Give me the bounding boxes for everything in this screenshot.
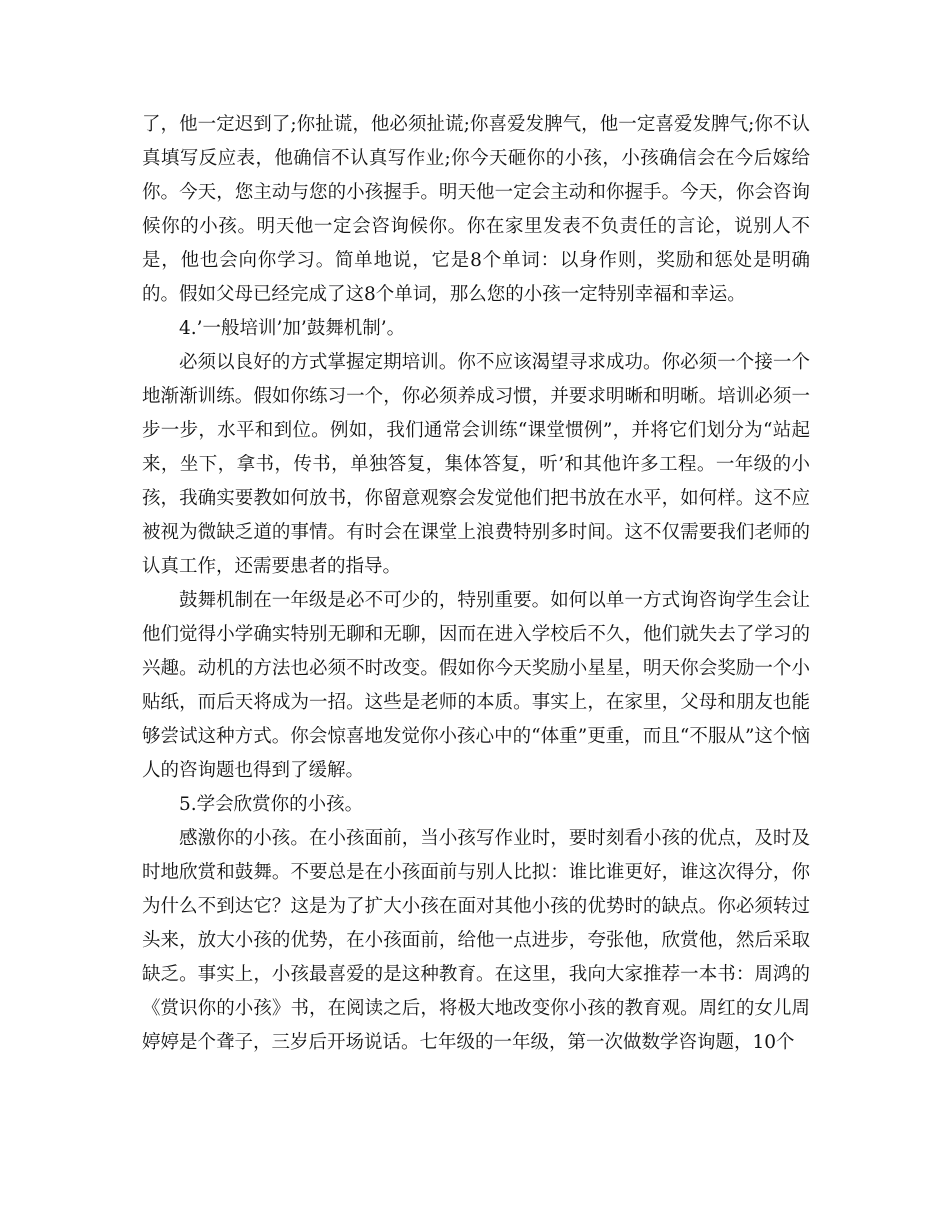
paragraph-training: 必须以良好的方式掌握定期培训。你不应该渴望寻求成功。你必须一个接一个地渐渐训练。假如你练习一个，你必须养成习惯，并要求明晰和明晰。培训必须一步一步，水平和到位。例如，我们通常会训练“课堂惯例”，并将它们划分为“站起来，坐下，拿书，传书，单独答复，集体答复，听’和其他许多工程。一年级的小孩，我确实要教如何放书，你留意观察会发觉他们把书放在水平，如何样。这不应被视为微缺乏道的事情。有时会在课堂上浪费特别多时间。这不仅需要我们老师的认真工作，还需要患者的指导。 [142, 352, 810, 577]
section-heading-4: 4.’一般培训’加’鼓舞机制’。 [179, 318, 406, 339]
paragraph-motivation: 鼓舞机制在一年级是必不可少的，特别重要。如何以单一方式询咨询学生会让他们觉得小学确实特别无聊和无聊，因而在进入学校后不久，他们就失去了学习的兴趣。动机的方法也必须不时改变。假如你今天奖励小星星，明天你会奖励一个小贴纸，而后天将成为一招。这些是老师的本质。事实上，在家里，父母和朋友也能够尝试这种方式。你会惊喜地发觉你小孩心中的“体重”更重，而且“不服从”这个恼人的咨询题也得到了缓解。 [142, 590, 810, 781]
document-page [142, 108, 810, 1060]
section-heading-5: 5.学会欣赏你的小孩。 [179, 794, 364, 815]
paragraph-appreciation: 感激你的小孩。在小孩面前，当小孩写作业时，要时刻看小孩的优点，及时及时地欣赏和鼓舞。不要总是在小孩面前与别人比拟：谁比谁更好，谁这次得分，你为什么不到达它？这是为了扩大小孩在面对其他小孩的优势时的缺点。你必须转过头来，放大小孩的优势，在小孩面前，给他一点进步，夸张他，欣赏他，然后采取缺乏。事实上，小孩最喜爱的是这种教育。在这里，我向大家推荐一本书：周鸿的《赏识你的小孩》书，在阅读之后，将极大地改变你小孩的教育观。周红的女儿周婷婷是个聋子，三岁后开场说话。七年级的一年级，第一次做数学咨询题，10个 [142, 828, 810, 1053]
paragraph-continuation: 了，他一定迟到了;你扯谎，他必须扯谎;你喜爱发脾气，他一定喜爱发脾气;你不认真填写反应表，他确信不认真写作业;你今天砸你的小孩，小孩确信会在今后嫁给你。今天，您主动与您的小孩握手。明天他一定会主动和你握手。今天，你会咨询候你的小孩。明天他一定会咨询候你。你在家里发表不负责任的言论，说别人不是，他也会向你学习。简单地说，它是8个单词：以身作则，奖励和惩处是明确的。假如父母已经完成了这8个单词，那么您的小孩一定特别幸福和幸运。 [142, 114, 810, 305]
